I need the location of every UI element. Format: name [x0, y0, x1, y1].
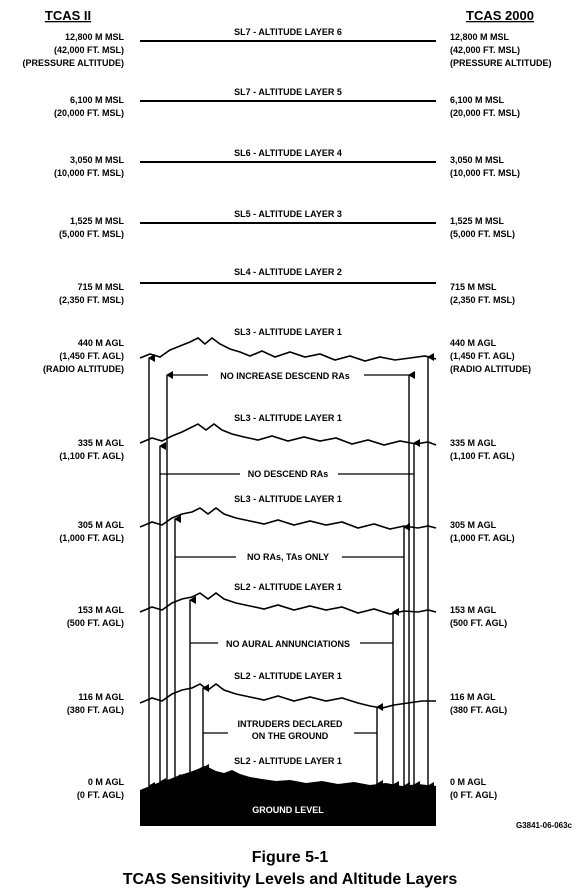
- right-alt-440-l1: 440 M AGL: [450, 338, 497, 348]
- right-alt-0-l2: (0 FT. AGL): [450, 790, 498, 800]
- left-alt-1525-l2: (5,000 FT. MSL): [58, 229, 124, 239]
- layer-label-1f: SL2 - ALTITUDE LAYER 1: [234, 756, 342, 766]
- layer-label-2: SL4 - ALTITUDE LAYER 2: [234, 267, 342, 277]
- layer-label-1c: SL3 - ALTITUDE LAYER 1: [234, 494, 342, 504]
- left-alt-715-l1: 715 M MSL: [77, 282, 124, 292]
- left-alt-440-l1: 440 M AGL: [77, 338, 124, 348]
- right-alt-305-l2: (1,000 FT. AGL): [450, 533, 515, 543]
- right-alt-12800-l2: (42,000 FT. MSL): [450, 45, 521, 55]
- right-alt-116-l1: 116 M AGL: [450, 692, 496, 702]
- left-alt-440-l2: (1,450 FT. AGL): [59, 351, 124, 361]
- right-alt-305-l1: 305 M AGL: [450, 520, 497, 530]
- tcas-ii-header: TCAS II: [44, 8, 92, 23]
- tcas-2000-header: TCAS 2000: [466, 8, 534, 23]
- right-alt-0-l1: 0 M AGL: [450, 777, 487, 787]
- right-arrows: [377, 357, 428, 786]
- band-label-no-descend: NO DESCEND RAs: [247, 469, 329, 479]
- ground-terrain: [140, 766, 436, 826]
- right-alt-335-l2: (1,100 FT. AGL): [450, 451, 515, 461]
- band-label-no-ras-tas-only: NO RAs, TAs ONLY: [246, 552, 330, 562]
- left-alt-335-l2: (1,100 FT. AGL): [59, 451, 124, 461]
- right-alt-116-l2: (380 FT. AGL): [450, 705, 508, 715]
- right-alt-715-l1: 715 M MSL: [450, 282, 497, 292]
- layer-label-6: SL7 - ALTITUDE LAYER 6: [234, 27, 342, 37]
- left-alt-12800-l2: (42,000 FT. MSL): [53, 45, 124, 55]
- band-label-intruders-line1: INTRUDERS DECLARED: [237, 719, 343, 729]
- terrain-line-153: [140, 593, 436, 614]
- right-alt-440-l2: (1,450 FT. AGL): [450, 351, 515, 361]
- left-alt-12800-l1: 12,800 M MSL: [64, 32, 124, 42]
- layer-label-1a: SL3 - ALTITUDE LAYER 1: [234, 327, 342, 337]
- left-alt-12800-l3: (PRESSURE ALTITUDE): [22, 58, 124, 68]
- right-alt-6100-l2: (20,000 FT. MSL): [450, 108, 521, 118]
- left-altitude-labels: [22, 32, 124, 800]
- band-label-no-increase-descend: NO INCREASE DESCEND RAs: [220, 371, 350, 381]
- left-alt-116-l2: (380 FT. AGL): [66, 705, 124, 715]
- right-alt-153-l2: (500 FT. AGL): [450, 618, 508, 628]
- figure-number: Figure 5-1: [251, 849, 329, 866]
- left-alt-6100-l2: (20,000 FT. MSL): [53, 108, 124, 118]
- layer-label-4: SL6 - ALTITUDE LAYER 4: [234, 148, 342, 158]
- left-alt-305-l1: 305 M AGL: [77, 520, 124, 530]
- left-alt-6100-l1: 6,100 M MSL: [69, 95, 124, 105]
- terrain-line-305: [140, 508, 436, 529]
- left-alt-715-l2: (2,350 FT. MSL): [58, 295, 124, 305]
- band-label-intruders-line2: ON THE GROUND: [251, 731, 329, 741]
- layer-label-1b: SL3 - ALTITUDE LAYER 1: [234, 413, 342, 423]
- left-alt-116-l1: 116 M AGL: [78, 692, 124, 702]
- right-alt-715-l2: (2,350 FT. MSL): [450, 295, 516, 305]
- layer-label-5: SL7 - ALTITUDE LAYER 5: [234, 87, 342, 97]
- figure-code: G3841-06-063c: [515, 821, 572, 830]
- layer-label-1d: SL2 - ALTITUDE LAYER 1: [234, 582, 342, 592]
- terrain-line-116: [140, 684, 436, 708]
- left-alt-305-l2: (1,000 FT. AGL): [59, 533, 124, 543]
- band-label-no-aural: NO AURAL ANNUNCIATIONS: [226, 639, 350, 649]
- ground-level-label: GROUND LEVEL: [252, 805, 324, 815]
- left-alt-440-l3: (RADIO ALTITUDE): [43, 364, 124, 374]
- layer-label-3: SL5 - ALTITUDE LAYER 3: [234, 209, 342, 219]
- terrain-line-440: [140, 338, 436, 361]
- left-alt-1525-l1: 1,525 M MSL: [69, 216, 124, 226]
- right-altitude-labels: [450, 32, 552, 800]
- terrain-line-335: [140, 424, 436, 445]
- left-alt-153-l2: (500 FT. AGL): [66, 618, 124, 628]
- right-alt-440-l3: (RADIO ALTITUDE): [450, 364, 531, 374]
- left-arrows: [149, 358, 203, 786]
- right-alt-6100-l1: 6,100 M MSL: [450, 95, 505, 105]
- right-alt-3050-l1: 3,050 M MSL: [450, 155, 505, 165]
- right-alt-12800-l1: 12,800 M MSL: [450, 32, 510, 42]
- figure-title: TCAS Sensitivity Levels and Altitude Layers: [122, 871, 458, 888]
- right-alt-1525-l2: (5,000 FT. MSL): [450, 229, 516, 239]
- left-alt-335-l1: 335 M AGL: [77, 438, 124, 448]
- right-alt-153-l1: 153 M AGL: [450, 605, 497, 615]
- left-alt-3050-l1: 3,050 M MSL: [69, 155, 124, 165]
- left-alt-153-l1: 153 M AGL: [77, 605, 124, 615]
- right-alt-12800-l3: (PRESSURE ALTITUDE): [450, 58, 552, 68]
- layer-label-1e: SL2 - ALTITUDE LAYER 1: [234, 671, 342, 681]
- left-alt-0-l1: 0 M AGL: [87, 777, 124, 787]
- right-alt-1525-l1: 1,525 M MSL: [450, 216, 505, 226]
- left-alt-3050-l2: (10,000 FT. MSL): [53, 168, 124, 178]
- right-alt-3050-l2: (10,000 FT. MSL): [450, 168, 521, 178]
- right-alt-335-l1: 335 M AGL: [450, 438, 497, 448]
- left-alt-0-l2: (0 FT. AGL): [76, 790, 124, 800]
